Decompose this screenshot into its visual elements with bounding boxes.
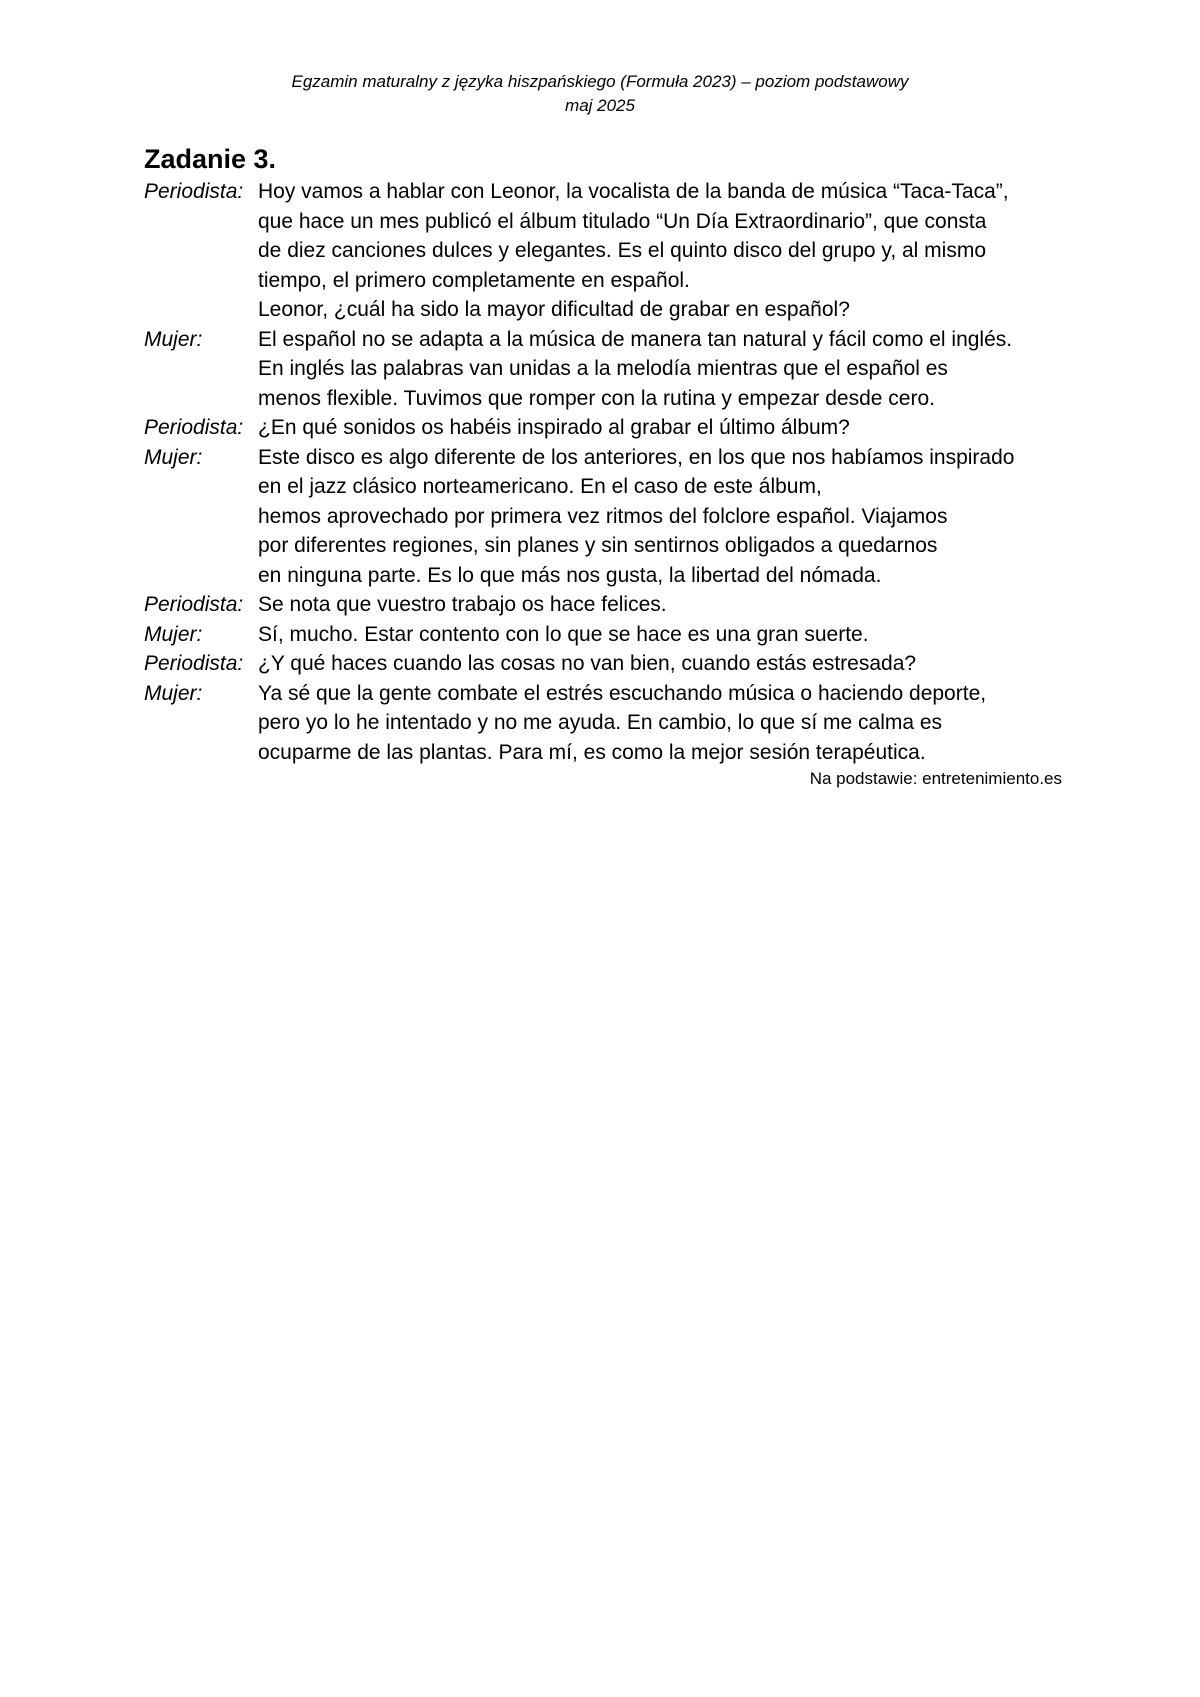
dialogue-turn — [144, 325, 1074, 414]
interview-transcript — [144, 177, 1074, 767]
utterance-line: ¿Y qué haces cuando las cosas no van bien, cuando estás estresada? — [258, 652, 917, 675]
speaker-label: Mujer: — [144, 445, 203, 469]
utterance-line: menos flexible. Tuvimos que romper con la rutina y empezar desde cero. — [258, 386, 935, 410]
utterance — [258, 590, 1074, 620]
speaker-label: Mujer: — [144, 681, 203, 705]
utterance-line: ocuparme de las plantas. Para mí, es como la mejor sesión terapéutica. — [258, 740, 926, 764]
dialogue-turn — [144, 413, 1074, 443]
utterance-line: En inglés las palabras van unidas a la melodía mientras que el español es — [258, 357, 948, 380]
utterance-line: Sí, mucho. Estar contento con lo que se hace es una gran suerte. — [258, 622, 869, 646]
task-title: Zadanie 3. — [144, 144, 277, 174]
utterance-line: Leonor, ¿cuál ha sido la mayor dificultad de grabar en español? — [258, 298, 850, 321]
utterance-line: Ya sé que la gente combate el estrés escuchando música o haciendo deporte, — [258, 681, 987, 705]
utterance — [258, 177, 1074, 325]
dialogue-turn — [144, 620, 1074, 650]
dialogue-turn — [144, 590, 1074, 620]
utterance — [258, 649, 1074, 679]
source-citation: Na podstawie: entretenimiento.es — [809, 769, 1062, 788]
dialogue-turn — [144, 649, 1074, 679]
utterance-line: tiempo, el primero completamente en español. — [258, 268, 690, 292]
speaker-label: Periodista: — [144, 416, 244, 439]
dialogue-turn — [144, 443, 1074, 591]
speaker-label: Mujer: — [144, 327, 203, 351]
utterance-line: Se nota que vuestro trabajo os hace felices. — [258, 593, 667, 616]
utterance-line: en el jazz clásico norteamericano. En el caso de este álbum, — [258, 475, 822, 498]
speaker-label: Periodista: — [144, 593, 244, 616]
page-header — [0, 70, 1200, 118]
dialogue-turn — [144, 679, 1074, 768]
utterance-line: hemos aprovechado por primera vez ritmos del folclore español. Viajamos — [258, 504, 948, 528]
speaker-label: Periodista: — [144, 652, 244, 675]
exam-title: Egzamin maturalny z języka hiszpańskiego (Formuła 2023) – poziom podstawowy — [291, 72, 909, 91]
exam-date: maj 2025 — [565, 96, 635, 115]
utterance-line: Este disco es algo diferente de los anteriores, en los que nos habíamos inspirado — [258, 445, 1015, 469]
utterance-line: El español no se adapta a la música de manera tan natural y fácil como el inglés. — [258, 327, 1013, 351]
utterance-line: ¿En qué sonidos os habéis inspirado al grabar el último álbum? — [258, 416, 850, 439]
speaker-label: Mujer: — [144, 622, 203, 646]
utterance-line: Hoy vamos a hablar con Leonor, la vocalista de la banda de música “Taca-Taca”, — [258, 180, 1009, 203]
utterance-line: en ninguna parte. Es lo que más nos gusta, la libertad del nómada. — [258, 563, 882, 587]
utterance — [258, 325, 1074, 414]
utterance — [258, 413, 1074, 443]
utterance — [258, 620, 1074, 650]
utterance-line: que hace un mes publicó el álbum titulado “Un Día Extraordinario”, que consta — [258, 209, 987, 233]
utterance — [258, 443, 1074, 591]
dialogue-turn — [144, 177, 1074, 325]
utterance — [258, 679, 1074, 768]
speaker-label: Periodista: — [144, 180, 244, 203]
utterance-line: por diferentes regiones, sin planes y sin sentirnos obligados a quedarnos — [258, 534, 938, 557]
utterance-line: de diez canciones dulces y elegantes. Es el quinto disco del grupo y, al mismo — [258, 239, 987, 262]
utterance-line: pero yo lo he intentado y no me ayuda. En cambio, lo que sí me calma es — [258, 711, 943, 734]
